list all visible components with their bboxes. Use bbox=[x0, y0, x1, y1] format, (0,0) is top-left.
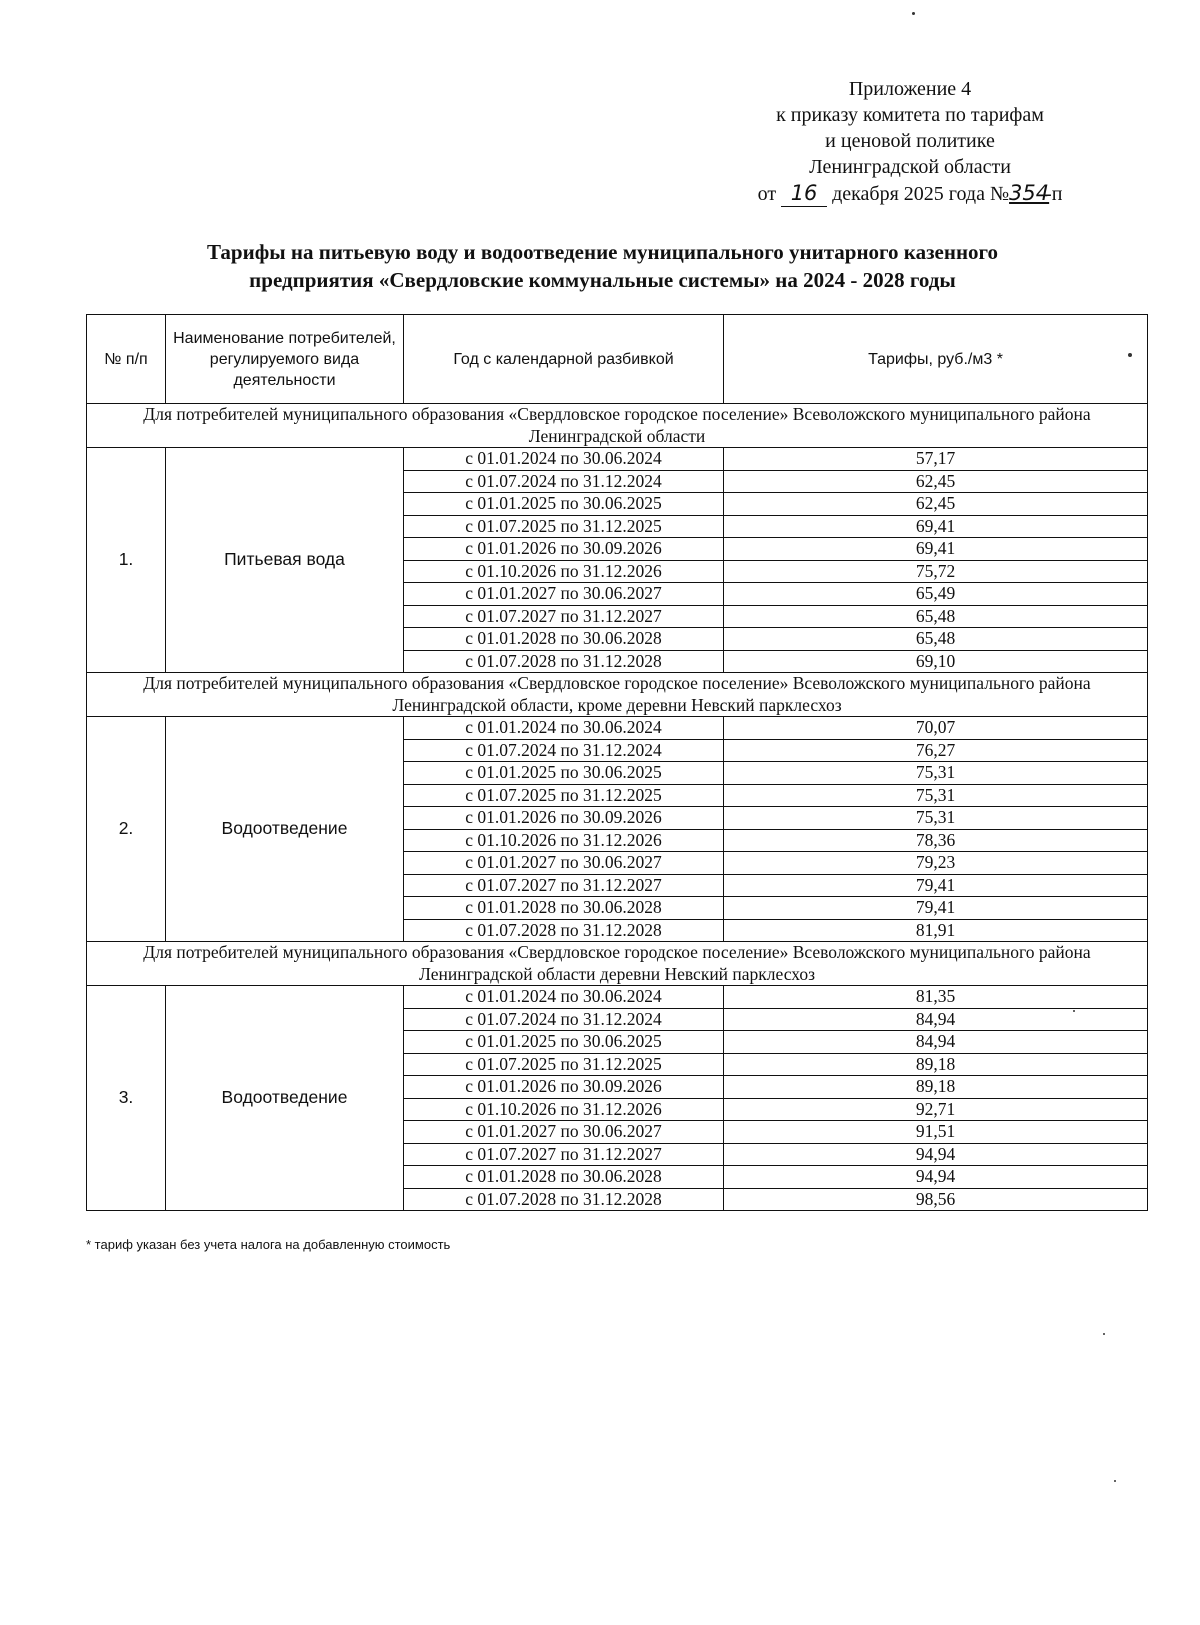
handwritten-day: 16 bbox=[781, 180, 827, 207]
period-cell: с 01.01.2025 по 30.06.2025 bbox=[404, 493, 724, 516]
row-number: 3. bbox=[87, 986, 166, 1211]
tariff-value-cell: 79,41 bbox=[724, 874, 1148, 897]
period-cell: с 01.01.2024 по 30.06.2024 bbox=[404, 717, 724, 740]
period-cell: с 01.07.2028 по 31.12.2028 bbox=[404, 1188, 724, 1211]
consumer-group-heading: Для потребителей муниципального образования «Свердловское городское поселение» Всеволожского муниципального района Ленинградской области, кроме деревни Невский парклесхоз bbox=[87, 673, 1148, 717]
header-number: № п/п bbox=[87, 315, 166, 404]
scan-speck bbox=[1114, 1480, 1116, 1482]
period-cell: с 01.10.2026 по 31.12.2026 bbox=[404, 560, 724, 583]
tariff-value-cell: 57,17 bbox=[724, 448, 1148, 471]
tariff-value-cell: 84,94 bbox=[724, 1031, 1148, 1054]
group-row bbox=[87, 673, 1148, 717]
group-row bbox=[87, 404, 1148, 448]
row-number: 1. bbox=[87, 448, 166, 673]
period-cell: с 01.01.2025 по 30.06.2025 bbox=[404, 762, 724, 785]
period-cell: с 01.01.2026 по 30.09.2026 bbox=[404, 807, 724, 830]
service-name: Водоотведение bbox=[166, 717, 404, 942]
tariff-value-cell: 89,18 bbox=[724, 1076, 1148, 1099]
tariffs-table bbox=[86, 314, 1148, 1211]
tariff-value-cell: 62,45 bbox=[724, 470, 1148, 493]
appendix-header bbox=[690, 76, 1130, 207]
date-middle: декабря 2025 года № bbox=[832, 183, 1010, 205]
period-cell: с 01.01.2027 по 30.06.2027 bbox=[404, 852, 724, 875]
tariff-value-cell: 84,94 bbox=[724, 1008, 1148, 1031]
tariff-value-cell: 98,56 bbox=[724, 1188, 1148, 1211]
tariff-value-cell: 75,72 bbox=[724, 560, 1148, 583]
order-date-line bbox=[690, 180, 1130, 207]
tariff-value-cell: 69,41 bbox=[724, 515, 1148, 538]
date-prefix: от bbox=[757, 183, 777, 205]
period-cell: с 01.07.2025 по 31.12.2025 bbox=[404, 515, 724, 538]
period-cell: с 01.01.2028 по 30.06.2028 bbox=[404, 628, 724, 651]
period-cell: с 01.07.2027 по 31.12.2027 bbox=[404, 874, 724, 897]
tariff-value-cell: 75,31 bbox=[724, 784, 1148, 807]
period-cell: с 01.07.2028 по 31.12.2028 bbox=[404, 919, 724, 942]
period-cell: с 01.01.2024 по 30.06.2024 bbox=[404, 448, 724, 471]
tariff-value-cell: 69,10 bbox=[724, 650, 1148, 673]
tariff-value-cell: 79,23 bbox=[724, 852, 1148, 875]
tariff-value-cell: 79,41 bbox=[724, 897, 1148, 920]
tariff-value-cell: 78,36 bbox=[724, 829, 1148, 852]
tariff-value-cell: 70,07 bbox=[724, 717, 1148, 740]
period-cell: с 01.07.2028 по 31.12.2028 bbox=[404, 650, 724, 673]
tariff-value-cell: 75,31 bbox=[724, 807, 1148, 830]
scan-speck bbox=[912, 12, 915, 15]
period-cell: с 01.07.2027 по 31.12.2027 bbox=[404, 605, 724, 628]
handwritten-order-number: 354 bbox=[1009, 181, 1050, 205]
tariff-value-cell: 89,18 bbox=[724, 1053, 1148, 1076]
appendix-line-1: Приложение 4 bbox=[848, 78, 972, 100]
header-tariff: Тарифы, руб./м3 * bbox=[724, 315, 1148, 404]
scan-speck bbox=[1073, 1010, 1075, 1012]
tariff-value-cell: 65,48 bbox=[724, 628, 1148, 651]
tariff-value-cell: 65,49 bbox=[724, 583, 1148, 606]
table-row bbox=[87, 448, 1148, 471]
service-name: Водоотведение bbox=[166, 986, 404, 1211]
title-line-2: предприятия «Свердловские коммунальные системы» на 2024 - 2028 годы bbox=[249, 268, 956, 292]
tariff-value-cell: 75,31 bbox=[724, 762, 1148, 785]
tariff-value-cell: 65,48 bbox=[724, 605, 1148, 628]
period-cell: с 01.07.2027 по 31.12.2027 bbox=[404, 1143, 724, 1166]
row-number: 2. bbox=[87, 717, 166, 942]
group-row bbox=[87, 942, 1148, 986]
table-row bbox=[87, 986, 1148, 1009]
period-cell: с 01.01.2027 по 30.06.2027 bbox=[404, 583, 724, 606]
tariff-value-cell: 81,35 bbox=[724, 986, 1148, 1009]
tariff-value-cell: 94,94 bbox=[724, 1143, 1148, 1166]
tariff-value-cell: 76,27 bbox=[724, 739, 1148, 762]
tariff-value-cell: 69,41 bbox=[724, 538, 1148, 561]
consumer-group-heading: Для потребителей муниципального образования «Свердловское городское поселение» Всеволожского муниципального района Ленинградской области деревни Невский парклесхоз bbox=[87, 942, 1148, 986]
header-consumer-name: Наименование потребителей, регулируемого вида деятельности bbox=[166, 315, 404, 404]
period-cell: с 01.07.2024 по 31.12.2024 bbox=[404, 1008, 724, 1031]
period-cell: с 01.10.2026 по 31.12.2026 bbox=[404, 829, 724, 852]
period-cell: с 01.01.2026 по 30.09.2026 bbox=[404, 538, 724, 561]
period-cell: с 01.01.2024 по 30.06.2024 bbox=[404, 986, 724, 1009]
tariff-value-cell: 94,94 bbox=[724, 1166, 1148, 1189]
appendix-line-2: к приказу комитета по тарифам bbox=[776, 104, 1044, 126]
appendix-line-4: Ленинградской области bbox=[809, 156, 1011, 178]
period-cell: с 01.01.2026 по 30.09.2026 bbox=[404, 1076, 724, 1099]
order-number-suffix: -п bbox=[1045, 183, 1063, 205]
appendix-line-3: и ценовой политике bbox=[825, 130, 995, 152]
period-cell: с 01.07.2025 по 31.12.2025 bbox=[404, 1053, 724, 1076]
table-header-row bbox=[87, 315, 1148, 404]
tariff-value-cell: 91,51 bbox=[724, 1121, 1148, 1144]
period-cell: с 01.01.2025 по 30.06.2025 bbox=[404, 1031, 724, 1054]
tariff-value-cell: 62,45 bbox=[724, 493, 1148, 516]
period-cell: с 01.07.2024 по 31.12.2024 bbox=[404, 470, 724, 493]
header-period: Год с календарной разбивкой bbox=[404, 315, 724, 404]
table-body bbox=[87, 404, 1148, 1211]
table-row bbox=[87, 717, 1148, 740]
tariff-value-cell: 81,91 bbox=[724, 919, 1148, 942]
scan-speck bbox=[1128, 353, 1132, 357]
period-cell: с 01.07.2024 по 31.12.2024 bbox=[404, 739, 724, 762]
tariff-value-cell: 92,71 bbox=[724, 1098, 1148, 1121]
period-cell: с 01.01.2028 по 30.06.2028 bbox=[404, 897, 724, 920]
consumer-group-heading: Для потребителей муниципального образования «Свердловское городское поселение» Всеволожского муниципального района Ленинградской области bbox=[87, 404, 1148, 448]
period-cell: с 01.10.2026 по 31.12.2026 bbox=[404, 1098, 724, 1121]
footnote: * тариф указан без учета налога на добавленную стоимость bbox=[86, 1237, 451, 1252]
document-title bbox=[60, 238, 1145, 294]
scan-speck bbox=[1103, 1333, 1105, 1335]
service-name: Питьевая вода bbox=[166, 448, 404, 673]
period-cell: с 01.07.2025 по 31.12.2025 bbox=[404, 784, 724, 807]
period-cell: с 01.01.2027 по 30.06.2027 bbox=[404, 1121, 724, 1144]
title-line-1: Тарифы на питьевую воду и водоотведение муниципального унитарного казенного bbox=[206, 240, 999, 264]
period-cell: с 01.01.2028 по 30.06.2028 bbox=[404, 1166, 724, 1189]
